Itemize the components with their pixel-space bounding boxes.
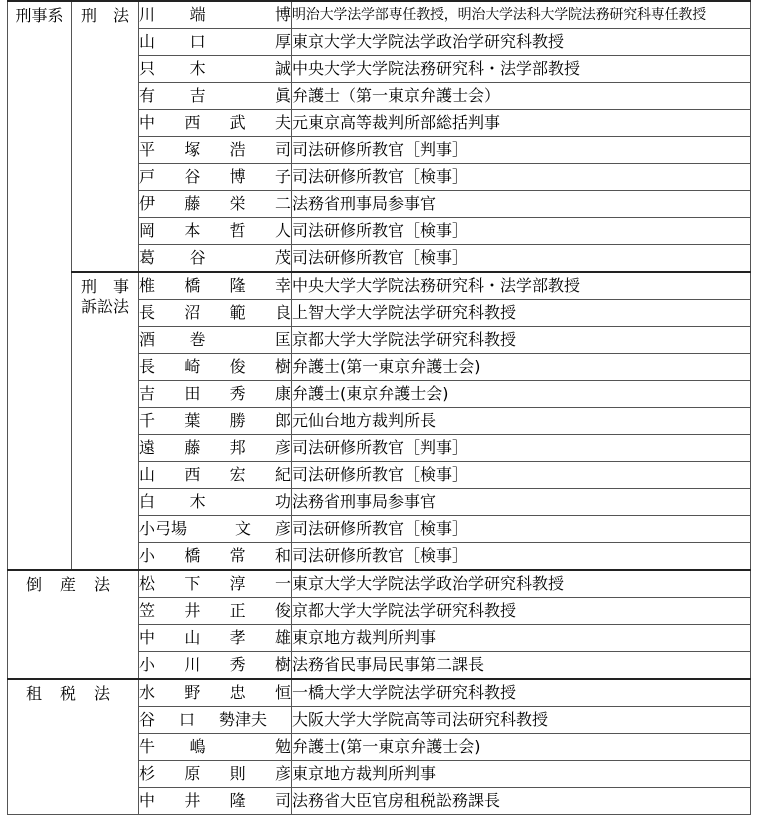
member-title: 元仙台地方裁判所長 [292,408,751,435]
member-title: 法務省刑事局参事官 [292,191,751,218]
table-row [8,272,751,300]
member-name [139,435,292,462]
name-char: 西 [184,113,201,132]
member-title: 東京地方裁判所判事 [292,761,751,788]
member-name [139,191,292,218]
name-char: 厚 [274,32,291,51]
name-char: 恒 [274,683,291,702]
member-title: 司法研修所教官［検事］ [292,543,751,571]
name-char: 雄 [274,628,291,647]
member-name [139,570,292,598]
name-char: 匡 [274,330,291,349]
name-char: 幸 [274,276,291,295]
member-name [139,598,292,625]
name-char: 子 [274,167,291,186]
name-char: 山 [139,465,156,484]
member-name [139,83,292,110]
member-name [139,164,292,191]
name-char: 谷 [184,167,201,186]
name-char: 彦 [274,438,291,457]
member-title: 司法研修所教官［検事］ [292,218,751,245]
name-char: 千 [139,411,156,430]
name-char: 樹 [274,655,291,674]
member-name [139,110,292,137]
name-char: 牛 [139,737,156,756]
member-title: 弁護士（第一東京弁護士会） [292,83,751,110]
member-name [139,381,292,408]
subject-line: 刑 法 [80,6,129,25]
member-name [139,679,292,707]
name-char: 茂 [274,248,291,267]
name-char: 橋 [184,546,201,565]
subject-label: 倒 産 法 [8,570,139,679]
member-name [139,272,292,300]
member-name [139,734,292,761]
member-title: 中央大学大学院法務研究科・法学部教授 [292,272,751,300]
name-char: 谷 [189,248,206,267]
member-name [139,327,292,354]
name-char: 俊 [274,601,291,620]
member-name [139,354,292,381]
name-char: 川 [139,5,156,24]
member-name [139,300,292,327]
name-char: 常 [229,546,246,565]
name-char: 邦 [229,438,246,457]
name-char: 杉 [139,764,156,783]
name-char: 吉 [139,384,156,403]
name-char: 眞 [274,86,291,105]
name-char: 長 [139,357,156,376]
name-char: 隆 [229,276,246,295]
name-char: 川 [184,655,201,674]
name-char: 宏 [229,465,246,484]
table-row [8,1,751,29]
name-char: 原 [184,764,201,783]
name-char: 酒 [139,330,156,349]
name-char: 葛 [139,248,156,267]
name-char: 彦 [274,519,291,538]
name-char: 博 [274,5,291,24]
name-char: 浩 [229,140,246,159]
member-title: 弁護士(第一東京弁護士会) [292,734,751,761]
member-title: 明治大学法学部専任教授，明治大学法科大学院法務研究科専任教授 [292,1,751,29]
member-name [139,29,292,56]
member-title: 弁護士(東京弁護士会) [292,381,751,408]
name-char: 小弓場 [139,519,188,538]
name-char: 栄 [229,194,246,213]
member-name [139,543,292,571]
member-name [139,218,292,245]
name-char: 誠 [274,59,291,78]
name-char: 勢津夫 [219,710,268,729]
name-char: 則 [229,764,246,783]
name-char: 巻 [189,330,206,349]
name-char: 只 [139,59,156,78]
name-char: 山 [139,32,156,51]
member-title: 司法研修所教官［検事］ [292,462,751,489]
name-char: 吉 [189,86,206,105]
name-char: 本 [184,221,201,240]
name-char: 人 [274,221,291,240]
member-name [139,652,292,680]
member-name [139,489,292,516]
name-char: 哲 [229,221,246,240]
name-char: 正 [229,601,246,620]
subject-label: 租 税 法 [8,679,139,815]
name-char: 野 [184,683,201,702]
member-title: 法務省刑事局参事官 [292,489,751,516]
name-char: 木 [189,492,206,511]
member-title: 法務省大臣官房租税訟務課長 [292,788,751,815]
name-char: 紀 [274,465,291,484]
member-title: 司法研修所教官［検事］ [292,164,751,191]
member-title: 一橋大学大学院法学研究科教授 [292,679,751,707]
member-title: 司法研修所教官［検事］ [292,516,751,543]
name-char: 淳 [229,574,246,593]
member-name [139,462,292,489]
subject-label [72,1,139,272]
name-char: 司 [274,140,291,159]
member-title: 弁護士(第一東京弁護士会) [292,354,751,381]
name-char: 二 [274,194,291,213]
name-char: 井 [184,791,201,810]
member-title: 大阪大学大学院高等司法研究科教授 [292,707,751,734]
name-char: 端 [189,5,206,24]
name-char: 司 [274,791,291,810]
member-title: 元東京高等裁判所部総括判事 [292,110,751,137]
name-char: 勉 [274,737,291,756]
name-char: 中 [139,113,156,132]
name-char: 小 [139,546,156,565]
member-title: 東京大学大学院法学政治学研究科教授 [292,29,751,56]
name-char: 口 [179,710,196,729]
name-char: 和 [274,546,291,565]
name-char: 中 [139,628,156,647]
member-title: 上智大学大学院法学研究科教授 [292,300,751,327]
name-char: 椎 [139,276,156,295]
name-char: 白 [139,492,156,511]
name-char: 忠 [229,683,246,702]
name-char: 博 [229,167,246,186]
name-char: 秀 [229,384,246,403]
table-row [8,679,751,707]
name-char: 藤 [184,194,201,213]
member-title: 東京地方裁判所判事 [292,625,751,652]
member-title: 中央大学大学院法務研究科・法学部教授 [292,56,751,83]
name-char: 西 [184,465,201,484]
table-row [8,570,751,598]
name-char: 遠 [139,438,156,457]
member-name [139,1,292,29]
name-char: 勝 [229,411,246,430]
name-char: 中 [139,791,156,810]
name-char: 郎 [274,411,291,430]
name-char: 下 [184,574,201,593]
name-char: 戸 [139,167,156,186]
name-char: 橋 [184,276,201,295]
name-char: 功 [274,492,291,511]
name-char: 有 [139,86,156,105]
name-char: 口 [189,32,206,51]
name-char: 夫 [274,113,291,132]
member-title: 京都大学大学院法学研究科教授 [292,327,751,354]
name-char: 松 [139,574,156,593]
name-char: 笠 [139,601,156,620]
subject-label [72,272,139,570]
name-char: 範 [229,303,246,322]
name-char: 伊 [139,194,156,213]
group-label: 刑事系 [8,1,72,570]
name-char: 崎 [184,357,201,376]
name-char: 沼 [184,303,201,322]
name-char: 一 [274,574,291,593]
name-char: 嶋 [189,737,206,756]
subject-line: 訴訟法 [80,297,129,316]
name-char: 田 [184,384,201,403]
name-char: 良 [274,303,291,322]
name-char: 武 [229,113,246,132]
name-char: 隆 [229,791,246,810]
name-char: 康 [274,384,291,403]
name-char: 藤 [184,438,201,457]
member-title: 法務省民事局民事第二課長 [292,652,751,680]
name-char: 長 [139,303,156,322]
name-char: 山 [184,628,201,647]
name-char: 葉 [184,411,201,430]
member-name [139,56,292,83]
name-char: 谷 [139,710,156,729]
name-char: 俊 [229,357,246,376]
examiner-roster [7,0,750,815]
member-title: 司法研修所教官［検事］ [292,245,751,273]
name-char: 塚 [184,140,201,159]
subject-line: 刑 事 [80,277,129,296]
name-char: 井 [184,601,201,620]
member-title: 司法研修所教官［判事］ [292,435,751,462]
member-name [139,707,292,734]
member-name [139,788,292,815]
member-title: 司法研修所教官［判事］ [292,137,751,164]
name-char: 樹 [274,357,291,376]
member-name [139,137,292,164]
name-char: 孝 [229,628,246,647]
name-char: 小 [139,655,156,674]
member-name [139,625,292,652]
member-title: 東京大学大学院法学政治学研究科教授 [292,570,751,598]
name-char: 彦 [274,764,291,783]
name-char: 文 [234,519,251,538]
member-title: 京都大学大学院法学研究科教授 [292,598,751,625]
member-name [139,245,292,273]
member-name [139,408,292,435]
member-name [139,761,292,788]
name-char: 秀 [229,655,246,674]
member-name [139,516,292,543]
name-char: 平 [139,140,156,159]
name-char: 水 [139,683,156,702]
name-char: 木 [189,59,206,78]
name-char: 岡 [139,221,156,240]
roster-table [7,0,751,815]
